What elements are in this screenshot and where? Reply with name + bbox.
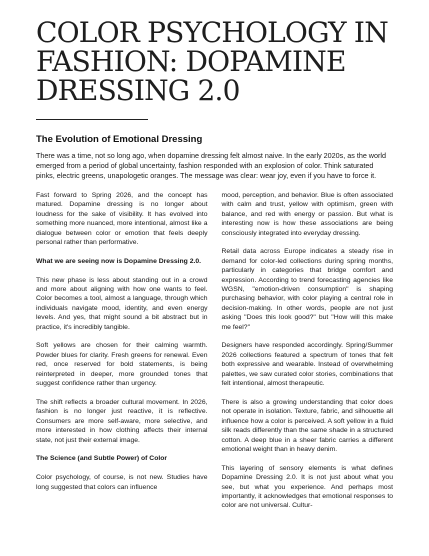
subheading: The Science (and Subtle Power) of Color (36, 455, 168, 463)
section-heading: The Evolution of Emotional Dressing (36, 134, 203, 145)
paragraph: Color psychology, of course, is not new. Studies have long suggested that colors can influence (36, 474, 208, 491)
paragraph: mood, perception, and behavior. Blue is often associated with calm and trust, yellow with optimism, green with balance, and red with energy or passion. But what is interesting now is how these associations are being consciously integrated into everyday dressing. (221, 192, 393, 237)
paragraph: The shift reflects a broader cultural movement. In 2026, fashion is no longer just reactive, it is reflective. Consumers are more self-aware, more selective, and more interested in how clothing affects their internal state, not just their external image. (36, 398, 208, 444)
right-column (222, 191, 394, 520)
paragraph: Retail data across Europe indicates a steady rise in demand for color-led collections during spring months, particularly in categories that bridge comfort and expression. According to trend forecasting agencies like WGSN, "emotion-driven consumption" is shaping purchasing behavior, with color playing a central role in decision-making. In other words, people are not just asking "Does this look good?" but "How will this make me feel?" (221, 248, 393, 331)
article-title: COLOR PSYCHOLOGY IN FASHION: DOPAMINE DRESSING 2.0 (36, 16, 388, 107)
paragraph: Soft yellows are chosen for their calming warmth. Powder blues for clarity. Fresh greens for renewal. Even red, once reserved for bold statements, is being reinterpreted in deeper, more grounded tones that suggest confidence rather than urgency. (36, 342, 208, 388)
paragraph: Designers have responded accordingly. Spring/Summer 2026 collections featured a spectrum of tones that felt both expressive and wearable. Instead of overwhelming palettes, we saw curated color stories, combinations that felt intentional, almost therapeutic. (221, 342, 393, 388)
title-divider (36, 119, 148, 120)
article-columns (36, 191, 393, 520)
left-column (36, 191, 208, 520)
paragraph: This new phase is less about standing out in a crowd and more about aligning with how one wants to feel. Color becomes a tool, almost a language, through which individuals navigate mood, identity, and even energy levels. And yes, that might sound a bit abstract but in practice, it's incredibly tangible. (36, 276, 208, 331)
subheading: What we are seeing now is Dopamine Dressing 2.0. (36, 257, 202, 265)
paragraph: There is also a growing understanding that color does not operate in isolation. Texture, fabric, and silhouette all influence how a color is perceived. A soft yellow in a fluid silk reads differently than the same shade in a structured cotton. A deep blue in a sheer fabric carries a different emotional weight than in heavy denim. (221, 398, 393, 453)
intro-paragraph: There was a time, not so long ago, when dopamine dressing felt almost naive. In the early 2020s, as the world emerged from a period of global uncertainty, fashion responded with an explosion of color. Think saturated pinks, electric greens, unapologetic oranges. The message was clear: wear joy, even if you have to force it. (36, 151, 386, 180)
paragraph: This layering of sensory elements is what defines Dopamine Dressing 2.0. It is not just about what you see, but what you experience. And perhaps most importantly, it acknowledges that emotional responses to color are not universal. Cultur- (221, 464, 393, 510)
paragraph: Fast forward to Spring 2026, and the concept has matured. Dopamine dressing is no longer about loudness for the sake of visibility. It has evolved into something more nuanced, more intentional, almost like a dialogue between color or emotion that feels deeply personal rather than performative. (36, 192, 208, 247)
